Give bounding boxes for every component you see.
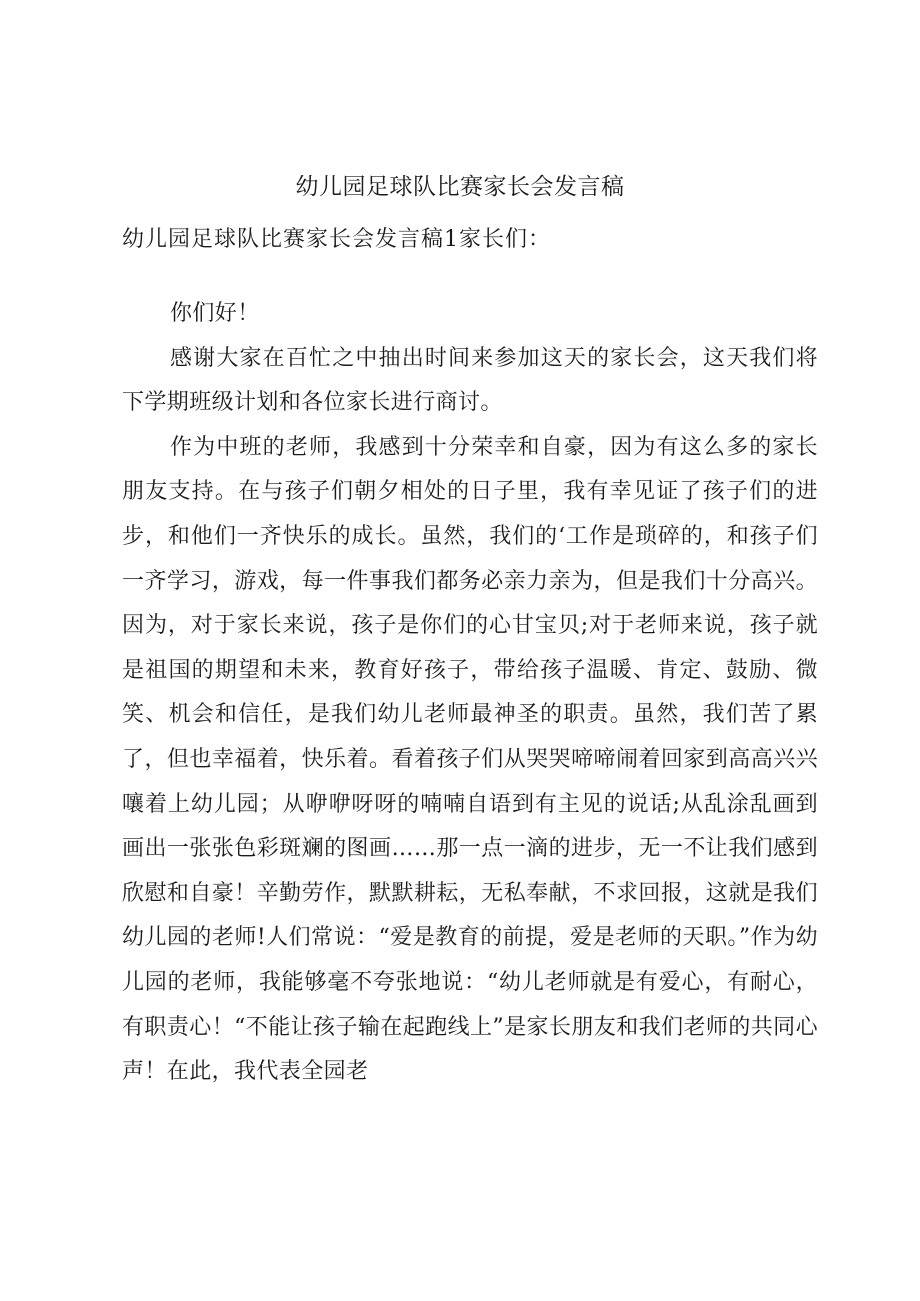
thanks-paragraph: 感谢大家在百忙之中抽出时间来参加这天的家长会，这天我们将下学期班级计划和各位家长进行商讨。 (122, 345, 818, 416)
document-title: 幼儿园足球队比赛家长会发言稿 (295, 174, 625, 200)
intro-line: 幼儿园足球队比赛家长会发言稿1家长们： (122, 227, 551, 252)
main-paragraph: 作为中班的老师，我感到十分荣幸和自豪，因为有这么多的家长朋友支持。在与孩子们朝夕相处的日子里，我有幸见证了孩子们的进步，和他们一齐快乐的成长。虽然，我们的‘工作是琐碎的，和孩子们一齐学习，游戏，每一件事我们都务必亲力亲为，但是我们十分高兴。因为，对于家长来说，孩子是你们的心甘宝贝;对于老师来说，孩子就是祖国的期望和未来，教育好孩子，带给孩子温暖、肯定、鼓励、微笑、机会和信任，是我们幼儿老师最神圣的职责。虽然，我们苦了累了，但也幸福着，快乐着。看着孩子们从哭哭啼啼闹着回家到高高兴兴嚷着上幼儿园；从咿咿呀呀的喃喃自语到有主见的说话;从乱涂乱画到画出一张张色彩斑斓的图画……那一点一滴的进步，无一不让我们感到欣慰和自豪！辛勤劳作，默默耕耘，无私奉献，不求回报，这就是我们幼儿园的老师!人们常说：“爱是教育的前提，爱是老师的天职。”作为幼儿园的老师，我能够毫不夸张地说：“幼儿老师就是有爱心，有耐心，有职责心！“不能让孩子输在起跑线上”是家长朋友和我们老师的共同心声！在此，我代表全园老 (122, 434, 818, 1085)
document-body (122, 292, 818, 1095)
greeting-paragraph: 你们好！ (170, 301, 260, 326)
